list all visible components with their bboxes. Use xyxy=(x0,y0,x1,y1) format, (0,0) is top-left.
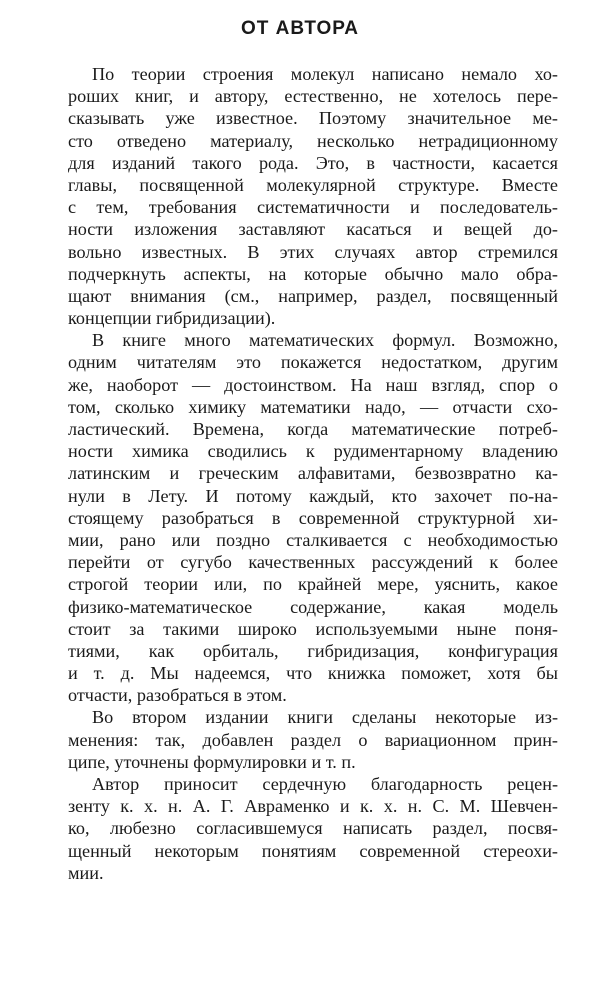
text-line: щенный некоторым понятиям современной стереохи- xyxy=(68,840,558,861)
text-line: ципе, уточнены формулировки и т. п. xyxy=(68,751,356,772)
text-line: Во втором издании книги сделаны некоторые из- xyxy=(92,707,558,728)
text-line: одним читателям это покажется недостатком, другим xyxy=(68,352,558,373)
text-line: В книге много математических формул. Возможно, xyxy=(92,330,558,351)
text-line: главы, посвященной молекулярной структуре. Вместе xyxy=(68,174,558,195)
text-line: ко, любезно согласившемуся написать раздел, посвя- xyxy=(68,818,558,839)
paragraph xyxy=(68,773,558,884)
text-line: ластический. Времена, когда математические потреб- xyxy=(68,419,558,439)
text-line: щают внимания (см., например, раздел, посвященный xyxy=(68,285,558,306)
text-line: физико-математическое содержание, какая модель xyxy=(68,596,558,617)
text-line: латинским и греческим алфавитами, безвозвратно ка- xyxy=(68,463,558,484)
text-line: сто отведено материалу, несколько нетрадиционному xyxy=(68,130,558,151)
paragraph xyxy=(68,63,558,329)
text-line: концепции гибридизации). xyxy=(68,308,276,329)
text-line: том, сколько химику математики надо, — отчасти схо- xyxy=(68,396,558,417)
text-line: менения: так, добавлен раздел о вариационном прин- xyxy=(68,729,558,750)
text-line: сказывать уже известное. Поэтому значительное ме- xyxy=(68,108,558,129)
document-body xyxy=(68,63,558,884)
text-line: ности химика сводились к рудиментарному владению xyxy=(68,441,558,462)
text-line: строгой теории или, по крайней мере, уяснить, какое xyxy=(68,574,558,595)
text-line: мии. xyxy=(68,862,104,883)
text-line: же, наоборот — достоинством. На наш взгляд, спор о xyxy=(68,374,558,395)
text-line: ности изложения заставляют касаться и вещей до- xyxy=(68,219,558,240)
text-line: По теории строения молекул написано немало хо- xyxy=(92,64,558,84)
text-line: перейти от сугубо качественных рассуждений к более xyxy=(68,552,558,573)
text-line: стоит за такими широко используемыми ныне поня- xyxy=(68,618,558,639)
text-line: нули в Лету. И потому каждый, кто захочет по-на- xyxy=(68,485,558,506)
text-line: подчеркнуть аспекты, на которые обычно мало обра- xyxy=(68,263,558,284)
text-line: мии, рано или поздно сталкивается с необходимостью xyxy=(68,529,558,550)
paragraph xyxy=(68,706,558,773)
text-line: и т. д. Мы надеемся, что книжка поможет, хотя бы xyxy=(68,663,558,684)
text-line: Автор приносит сердечную благодарность рецен- xyxy=(92,774,558,794)
text-line: зенту к. х. н. А. Г. Авраменко и к. х. н. С. М. Шевчен- xyxy=(68,796,558,817)
text-line: отчасти, разобраться в этом. xyxy=(68,685,287,706)
text-line: вольно известных. В этих случаях автор стремился xyxy=(68,241,558,262)
text-line: стоящему разобраться в современной структурной хи- xyxy=(68,507,558,528)
text-line: для изданий такого рода. Это, в частности, касается xyxy=(68,152,558,173)
paragraph xyxy=(68,329,558,706)
text-line: роших книг, и автору, естественно, не хотелось пере- xyxy=(68,86,558,107)
page-title: ОТ АВТОРА xyxy=(240,18,360,39)
text-line: тиями, как орбиталь, гибридизация, конфигурация xyxy=(68,640,558,661)
text-line: с тем, требования систематичности и последователь- xyxy=(68,197,558,218)
